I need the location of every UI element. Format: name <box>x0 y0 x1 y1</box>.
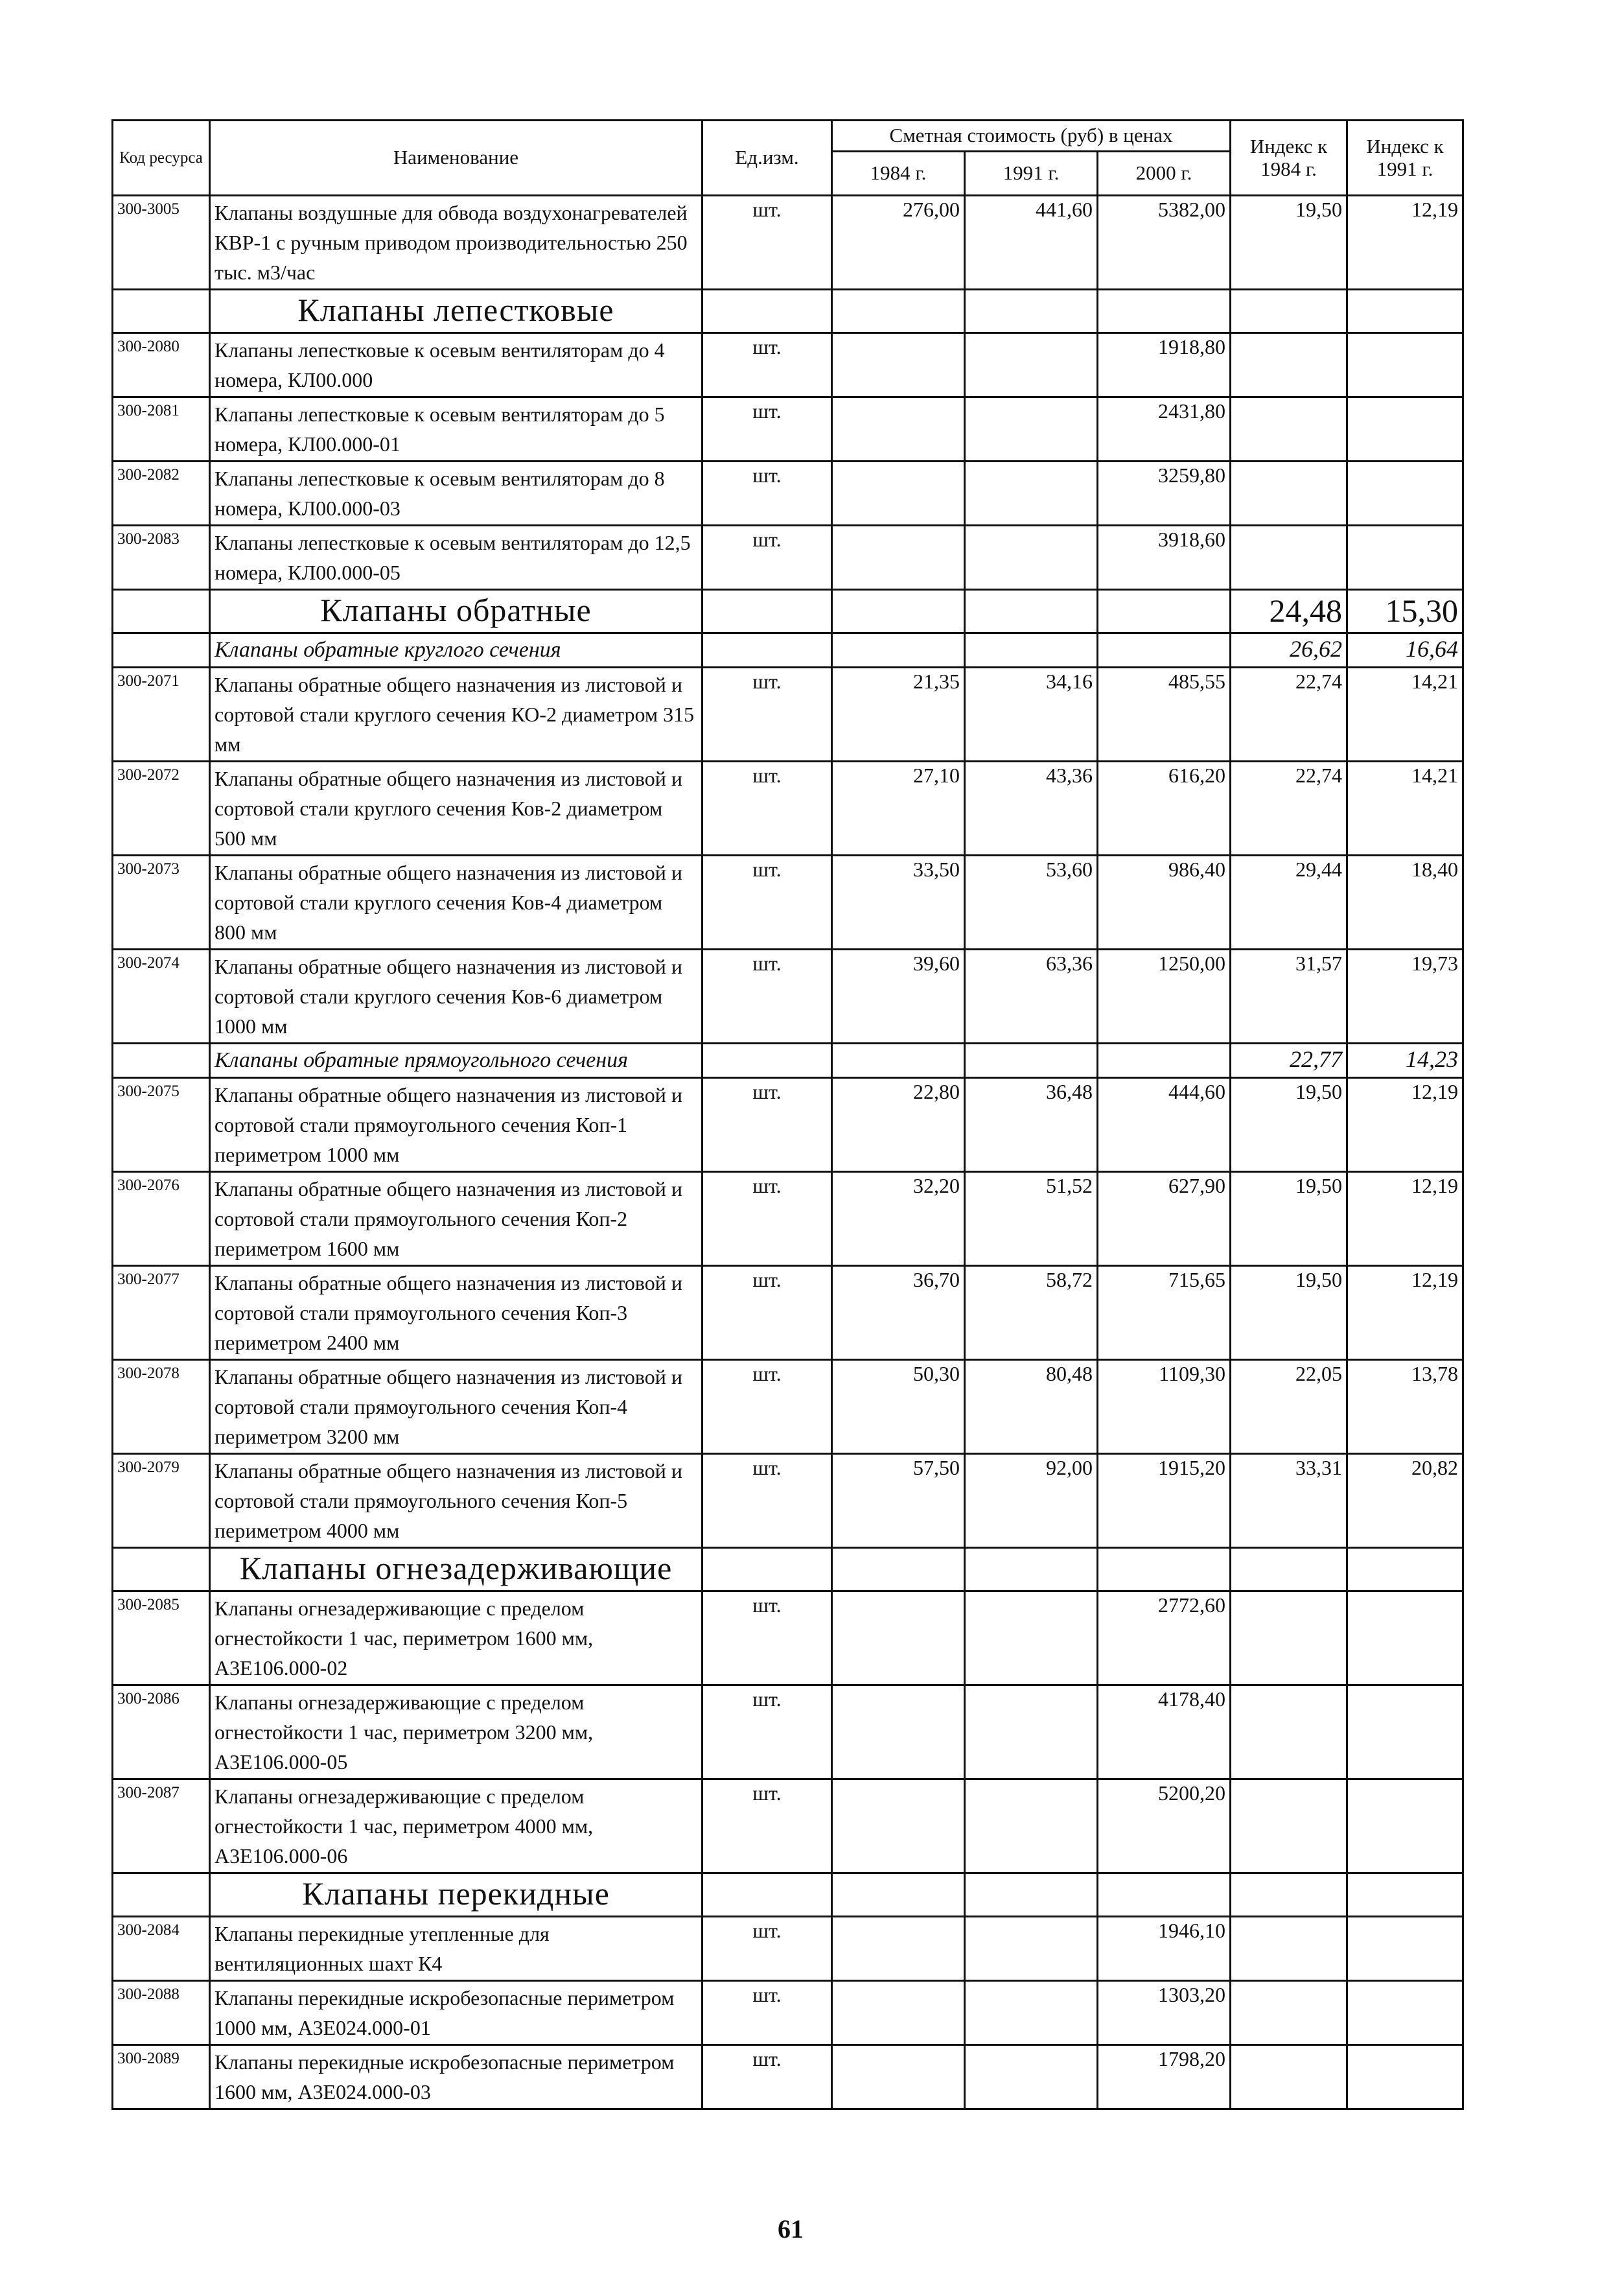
price-1991 <box>965 526 1098 590</box>
table-row <box>113 668 1463 762</box>
empty-price-cell <box>1098 1548 1231 1591</box>
subsection-row <box>113 1044 1463 1078</box>
table-row <box>113 856 1463 950</box>
price-1984 <box>832 1779 965 1873</box>
resource-code: 300-2086 <box>113 1685 210 1779</box>
header-year-1991: 1991 г. <box>965 152 1098 196</box>
index-1991: 12,19 <box>1347 1172 1463 1266</box>
empty-code-cell <box>113 590 210 633</box>
table-row <box>113 397 1463 462</box>
resource-name: Клапаны обратные общего назначения из листовой и сортовой стали круглого сечения КО-2 диаметром 315 мм <box>210 668 702 762</box>
resource-code: 300-2081 <box>113 397 210 462</box>
empty-price-cell <box>1098 1873 1231 1917</box>
resource-name: Клапаны обратные общего назначения из листовой и сортовой стали прямоугольного сечения Коп-5 периметром 4000 мм <box>210 1454 702 1548</box>
price-2000: 715,65 <box>1098 1266 1231 1360</box>
index-1984: 29,44 <box>1231 856 1347 950</box>
price-1984: 32,20 <box>832 1172 965 1266</box>
resource-name: Клапаны лепестковые к осевым вентиляторам до 8 номера, КЛ00.000-03 <box>210 462 702 526</box>
empty-price-cell <box>832 290 965 333</box>
resource-code: 300-2073 <box>113 856 210 950</box>
unit-cell: шт. <box>702 2045 832 2109</box>
price-2000: 1250,00 <box>1098 950 1231 1044</box>
table-row <box>113 950 1463 1044</box>
resource-name: Клапаны обратные общего назначения из листовой и сортовой стали прямоугольного сечения Коп-2 периметром 1600 мм <box>210 1172 702 1266</box>
table-row <box>113 1917 1463 1981</box>
index-1984 <box>1231 333 1347 397</box>
index-1984: 19,50 <box>1231 1172 1347 1266</box>
index-1991 <box>1347 333 1463 397</box>
resource-name: Клапаны обратные общего назначения из листовой и сортовой стали круглого сечения Ков-4 диаметром 800 мм <box>210 856 702 950</box>
resource-code: 300-2082 <box>113 462 210 526</box>
price-1984 <box>832 2045 965 2109</box>
empty-code-cell <box>113 633 210 668</box>
empty-unit-cell <box>702 1548 832 1591</box>
price-1991 <box>965 2045 1098 2109</box>
unit-cell: шт. <box>702 1685 832 1779</box>
empty-unit-cell <box>702 633 832 668</box>
unit-cell: шт. <box>702 1981 832 2045</box>
unit-cell: шт. <box>702 333 832 397</box>
group-index-1991 <box>1347 1873 1463 1917</box>
empty-code-cell <box>113 1044 210 1078</box>
table-row <box>113 1981 1463 2045</box>
index-1991: 19,73 <box>1347 950 1463 1044</box>
resource-name: Клапаны перекидные утепленные для вентиляционных шахт К4 <box>210 1917 702 1981</box>
empty-price-cell <box>965 633 1098 668</box>
price-1984: 21,35 <box>832 668 965 762</box>
unit-cell: шт. <box>702 762 832 856</box>
header-name: Наименование <box>210 121 702 196</box>
resource-code: 300-2076 <box>113 1172 210 1266</box>
index-1984: 22,74 <box>1231 762 1347 856</box>
resource-name: Клапаны обратные общего назначения из листовой и сортовой стали прямоугольного сечения Коп-3 периметром 2400 мм <box>210 1266 702 1360</box>
table-row <box>113 1591 1463 1685</box>
index-1991 <box>1347 2045 1463 2109</box>
index-1991: 14,21 <box>1347 668 1463 762</box>
empty-price-cell <box>832 590 965 633</box>
resource-name: Клапаны огнезадерживающие с пределом огнестойкости 1 час, периметром 1600 мм, А3Е106.000-02 <box>210 1591 702 1685</box>
index-1984 <box>1231 1779 1347 1873</box>
price-1991 <box>965 462 1098 526</box>
index-1984 <box>1231 1591 1347 1685</box>
unit-cell: шт. <box>702 856 832 950</box>
empty-price-cell <box>832 633 965 668</box>
unit-cell: шт. <box>702 1917 832 1981</box>
empty-price-cell <box>1098 290 1231 333</box>
empty-price-cell <box>1098 590 1231 633</box>
section-row <box>113 1548 1463 1591</box>
table-row <box>113 1685 1463 1779</box>
empty-code-cell <box>113 1548 210 1591</box>
section-row <box>113 1873 1463 1917</box>
price-1984 <box>832 1591 965 1685</box>
resource-code: 300-2071 <box>113 668 210 762</box>
resource-code: 300-2087 <box>113 1779 210 1873</box>
resource-code: 300-2088 <box>113 1981 210 2045</box>
unit-cell: шт. <box>702 668 832 762</box>
unit-cell: шт. <box>702 196 832 290</box>
price-1984: 33,50 <box>832 856 965 950</box>
price-1991 <box>965 1981 1098 2045</box>
group-index-1984 <box>1231 290 1347 333</box>
unit-cell: шт. <box>702 397 832 462</box>
price-1991: 58,72 <box>965 1266 1098 1360</box>
resource-code: 300-2084 <box>113 1917 210 1981</box>
group-index-1984: 26,62 <box>1231 633 1347 668</box>
subsection-row <box>113 633 1463 668</box>
unit-cell: шт. <box>702 1360 832 1454</box>
resource-name: Клапаны обратные общего назначения из листовой и сортовой стали прямоугольного сечения Коп-1 периметром 1000 мм <box>210 1078 702 1172</box>
index-1984: 31,57 <box>1231 950 1347 1044</box>
header-cost-group: Сметная стоимость (руб) в ценах <box>832 121 1231 152</box>
price-1991: 63,36 <box>965 950 1098 1044</box>
empty-price-cell <box>965 1548 1098 1591</box>
table-row <box>113 1454 1463 1548</box>
resource-code: 300-2089 <box>113 2045 210 2109</box>
resource-code: 300-2083 <box>113 526 210 590</box>
price-2000: 1946,10 <box>1098 1917 1231 1981</box>
price-1984 <box>832 462 965 526</box>
index-1984: 22,05 <box>1231 1360 1347 1454</box>
price-2000: 3918,60 <box>1098 526 1231 590</box>
index-1991: 18,40 <box>1347 856 1463 950</box>
empty-unit-cell <box>702 1873 832 1917</box>
header-row-top <box>113 121 1463 152</box>
header-year-2000: 2000 г. <box>1098 152 1231 196</box>
unit-cell: шт. <box>702 1078 832 1172</box>
index-1991: 13,78 <box>1347 1360 1463 1454</box>
price-1984 <box>832 1685 965 1779</box>
price-2000: 2431,80 <box>1098 397 1231 462</box>
table-row <box>113 196 1463 290</box>
unit-cell: шт. <box>702 1172 832 1266</box>
group-index-1991 <box>1347 290 1463 333</box>
price-2000: 5382,00 <box>1098 196 1231 290</box>
empty-code-cell <box>113 290 210 333</box>
table-row <box>113 1360 1463 1454</box>
group-index-1984: 22,77 <box>1231 1044 1347 1078</box>
price-1991: 92,00 <box>965 1454 1098 1548</box>
price-1991: 36,48 <box>965 1078 1098 1172</box>
price-1984: 22,80 <box>832 1078 965 1172</box>
resource-name: Клапаны перекидные искробезопасные периметром 1000 мм, А3Е024.000-01 <box>210 1981 702 2045</box>
index-1991 <box>1347 1591 1463 1685</box>
resource-code: 300-2077 <box>113 1266 210 1360</box>
header-index-1991: Индекс к 1991 г. <box>1347 121 1463 196</box>
index-1984 <box>1231 1917 1347 1981</box>
empty-price-cell <box>965 1044 1098 1078</box>
price-1991: 441,60 <box>965 196 1098 290</box>
price-1984 <box>832 333 965 397</box>
group-index-1991: 15,30 <box>1347 590 1463 633</box>
index-1984 <box>1231 2045 1347 2109</box>
empty-price-cell <box>1098 633 1231 668</box>
index-1991 <box>1347 1981 1463 2045</box>
header-code: Код ресурса <box>113 121 210 196</box>
resource-name: Клапаны обратные общего назначения из листовой и сортовой стали круглого сечения Ков-2 диаметром 500 мм <box>210 762 702 856</box>
index-1984 <box>1231 1685 1347 1779</box>
price-1991: 80,48 <box>965 1360 1098 1454</box>
index-1984 <box>1231 397 1347 462</box>
table-row <box>113 1172 1463 1266</box>
index-1991 <box>1347 1917 1463 1981</box>
section-title: Клапаны перекидные <box>210 1873 702 1917</box>
price-2000: 3259,80 <box>1098 462 1231 526</box>
section-row <box>113 290 1463 333</box>
unit-cell: шт. <box>702 462 832 526</box>
resource-code: 300-2085 <box>113 1591 210 1685</box>
price-2000: 1798,20 <box>1098 2045 1231 2109</box>
section-title: Клапаны огнезадерживающие <box>210 1548 702 1591</box>
empty-unit-cell <box>702 1044 832 1078</box>
price-1991 <box>965 397 1098 462</box>
price-2000: 485,55 <box>1098 668 1231 762</box>
price-2000: 616,20 <box>1098 762 1231 856</box>
price-1991: 51,52 <box>965 1172 1098 1266</box>
group-index-1991 <box>1347 1548 1463 1591</box>
table-row <box>113 1078 1463 1172</box>
header-unit: Ед.изм. <box>702 121 832 196</box>
price-1984 <box>832 1981 965 2045</box>
resource-code: 300-3005 <box>113 196 210 290</box>
index-1984 <box>1231 462 1347 526</box>
price-1991 <box>965 1917 1098 1981</box>
unit-cell: шт. <box>702 1591 832 1685</box>
unit-cell: шт. <box>702 526 832 590</box>
group-index-1991: 14,23 <box>1347 1044 1463 1078</box>
resource-code: 300-2080 <box>113 333 210 397</box>
price-2000: 5200,20 <box>1098 1779 1231 1873</box>
unit-cell: шт. <box>702 1266 832 1360</box>
resource-name: Клапаны огнезадерживающие с пределом огнестойкости 1 час, периметром 3200 мм, А3Е106.000-05 <box>210 1685 702 1779</box>
empty-price-cell <box>965 290 1098 333</box>
empty-price-cell <box>832 1873 965 1917</box>
group-index-1984 <box>1231 1548 1347 1591</box>
price-1991: 43,36 <box>965 762 1098 856</box>
index-1984: 19,50 <box>1231 1078 1347 1172</box>
index-1991: 12,19 <box>1347 196 1463 290</box>
resource-name: Клапаны обратные общего назначения из листовой и сортовой стали круглого сечения Ков-6 диаметром 1000 мм <box>210 950 702 1044</box>
unit-cell: шт. <box>702 1454 832 1548</box>
section-title: Клапаны лепестковые <box>210 290 702 333</box>
empty-code-cell <box>113 1873 210 1917</box>
price-1984: 36,70 <box>832 1266 965 1360</box>
index-1984: 33,31 <box>1231 1454 1347 1548</box>
index-1991: 12,19 <box>1347 1266 1463 1360</box>
page-number: 61 <box>778 2214 804 2244</box>
price-1984: 57,50 <box>832 1454 965 1548</box>
subsection-title: Клапаны обратные прямоугольного сечения <box>210 1044 702 1078</box>
table-row <box>113 1779 1463 1873</box>
price-1991: 34,16 <box>965 668 1098 762</box>
index-1991 <box>1347 526 1463 590</box>
price-1991: 53,60 <box>965 856 1098 950</box>
price-1991 <box>965 1591 1098 1685</box>
table-row <box>113 2045 1463 2109</box>
price-2000: 627,90 <box>1098 1172 1231 1266</box>
price-1984: 276,00 <box>832 196 965 290</box>
price-2000: 4178,40 <box>1098 1685 1231 1779</box>
index-1991 <box>1347 1779 1463 1873</box>
unit-cell: шт. <box>702 1779 832 1873</box>
table-row <box>113 333 1463 397</box>
table-row <box>113 762 1463 856</box>
table-row <box>113 526 1463 590</box>
price-1984 <box>832 397 965 462</box>
resource-name: Клапаны лепестковые к осевым вентиляторам до 12,5 номера, КЛ00.000-05 <box>210 526 702 590</box>
index-1991 <box>1347 462 1463 526</box>
resource-code: 300-2075 <box>113 1078 210 1172</box>
unit-cell: шт. <box>702 950 832 1044</box>
price-1984: 50,30 <box>832 1360 965 1454</box>
resource-name: Клапаны лепестковые к осевым вентиляторам до 4 номера, КЛ00.000 <box>210 333 702 397</box>
price-2000: 986,40 <box>1098 856 1231 950</box>
empty-unit-cell <box>702 290 832 333</box>
index-1984 <box>1231 1981 1347 2045</box>
price-2000: 444,60 <box>1098 1078 1231 1172</box>
index-1991: 14,21 <box>1347 762 1463 856</box>
empty-unit-cell <box>702 590 832 633</box>
price-2000: 1109,30 <box>1098 1360 1231 1454</box>
index-1991 <box>1347 1685 1463 1779</box>
price-1984: 27,10 <box>832 762 965 856</box>
header-year-1984: 1984 г. <box>832 152 965 196</box>
price-1984 <box>832 526 965 590</box>
price-1991 <box>965 1779 1098 1873</box>
section-row <box>113 590 1463 633</box>
index-1984: 22,74 <box>1231 668 1347 762</box>
empty-price-cell <box>965 590 1098 633</box>
index-1984 <box>1231 526 1347 590</box>
price-2000: 1918,80 <box>1098 333 1231 397</box>
resource-code: 300-2074 <box>113 950 210 1044</box>
price-1991 <box>965 333 1098 397</box>
table-row <box>113 462 1463 526</box>
price-1984 <box>832 1917 965 1981</box>
table-body <box>113 196 1463 2109</box>
empty-price-cell <box>965 1873 1098 1917</box>
resource-code: 300-2078 <box>113 1360 210 1454</box>
price-table <box>111 119 1464 2110</box>
group-index-1984 <box>1231 1873 1347 1917</box>
table-row <box>113 1266 1463 1360</box>
group-index-1991: 16,64 <box>1347 633 1463 668</box>
index-1984: 19,50 <box>1231 196 1347 290</box>
resource-name: Клапаны воздушные для обвода воздухонагревателей КВР-1 с ручным приводом производительностью 250 тыс. м3/час <box>210 196 702 290</box>
resource-name: Клапаны перекидные искробезопасные периметром 1600 мм, А3Е024.000-03 <box>210 2045 702 2109</box>
resource-name: Клапаны лепестковые к осевым вентиляторам до 5 номера, КЛ00.000-01 <box>210 397 702 462</box>
resource-name: Клапаны обратные общего назначения из листовой и сортовой стали прямоугольного сечения Коп-4 периметром 3200 мм <box>210 1360 702 1454</box>
price-2000: 2772,60 <box>1098 1591 1231 1685</box>
index-1991: 12,19 <box>1347 1078 1463 1172</box>
group-index-1984: 24,48 <box>1231 590 1347 633</box>
section-title: Клапаны обратные <box>210 590 702 633</box>
resource-code: 300-2079 <box>113 1454 210 1548</box>
empty-price-cell <box>832 1044 965 1078</box>
index-1991 <box>1347 397 1463 462</box>
resource-name: Клапаны огнезадерживающие с пределом огнестойкости 1 час, периметром 4000 мм, А3Е106.000-06 <box>210 1779 702 1873</box>
subsection-title: Клапаны обратные круглого сечения <box>210 633 702 668</box>
index-1991: 20,82 <box>1347 1454 1463 1548</box>
price-1984: 39,60 <box>832 950 965 1044</box>
empty-price-cell <box>832 1548 965 1591</box>
header-index-1984: Индекс к 1984 г. <box>1231 121 1347 196</box>
price-2000: 1303,20 <box>1098 1981 1231 2045</box>
index-1984: 19,50 <box>1231 1266 1347 1360</box>
price-2000: 1915,20 <box>1098 1454 1231 1548</box>
price-1991 <box>965 1685 1098 1779</box>
resource-code: 300-2072 <box>113 762 210 856</box>
empty-price-cell <box>1098 1044 1231 1078</box>
